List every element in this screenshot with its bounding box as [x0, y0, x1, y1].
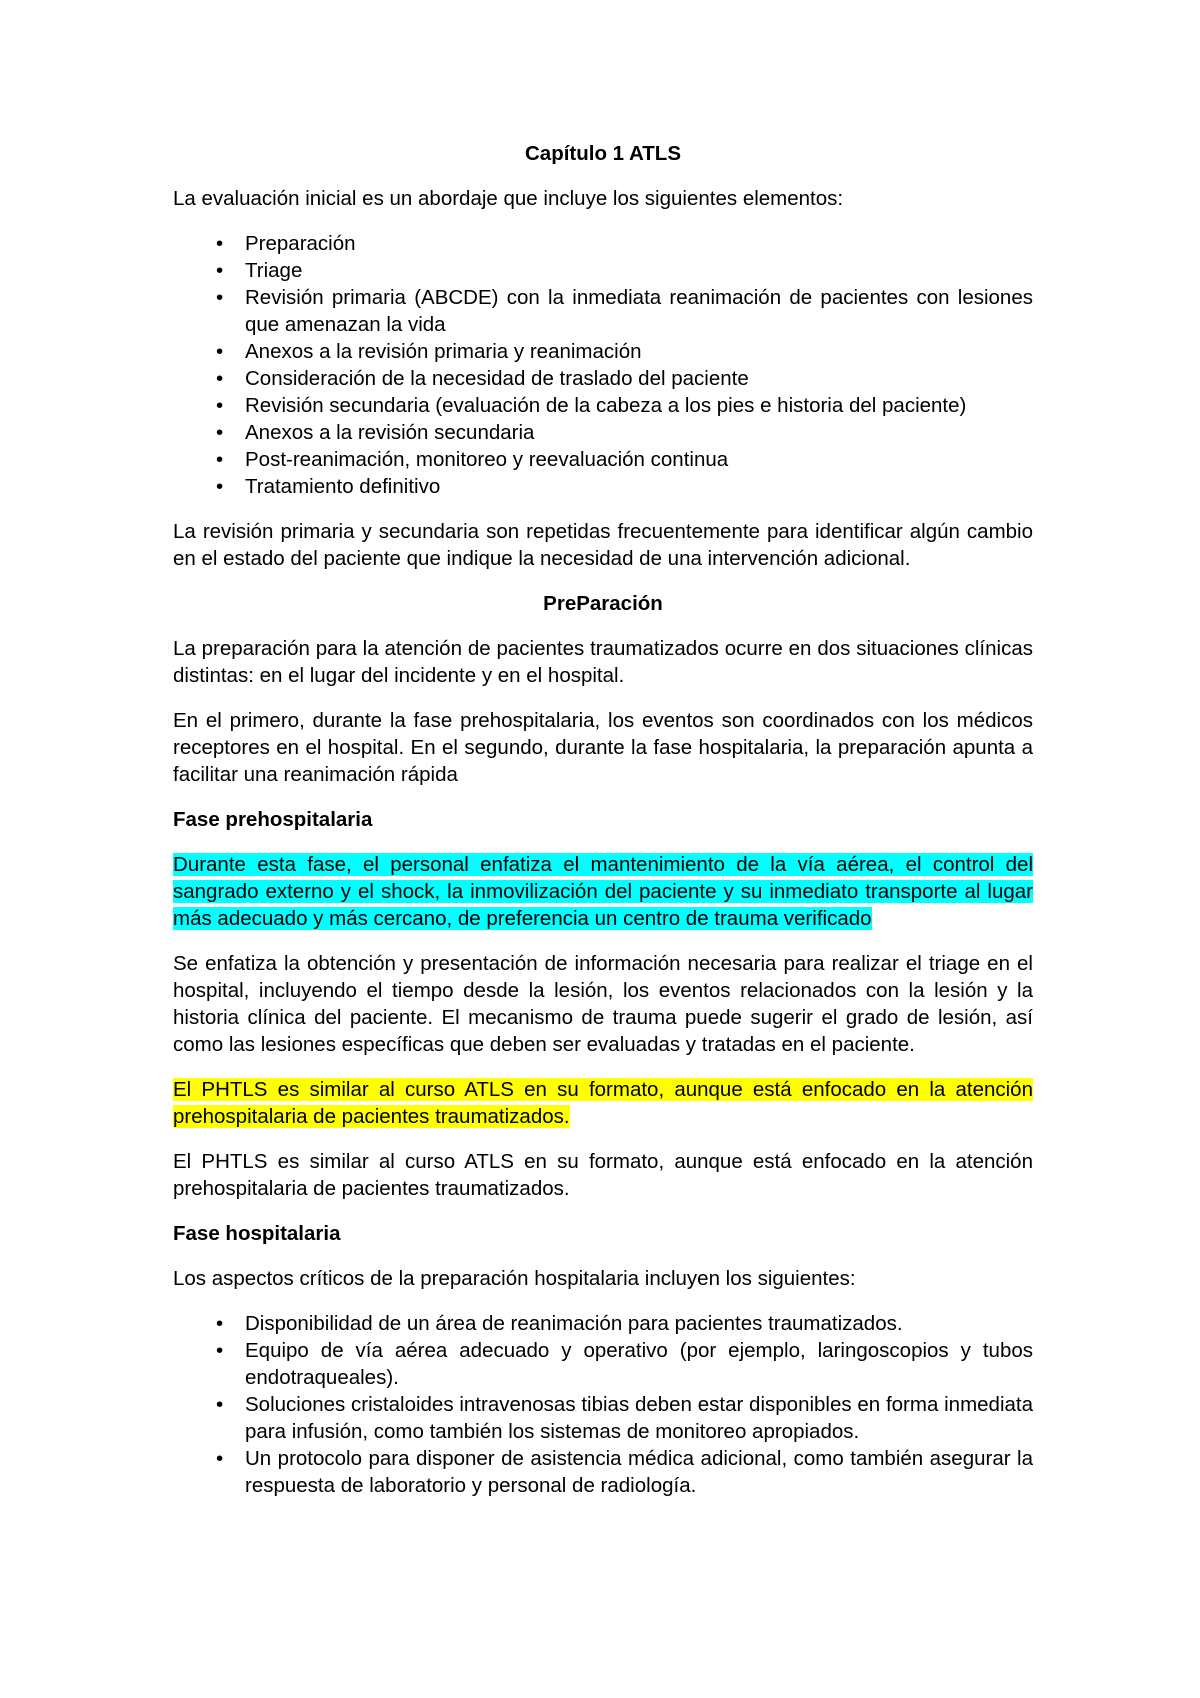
review-paragraph: La revisión primaria y secundaria son repetidas frecuentemente para identificar algún cambio en el estado del paciente que indique la necesidad de una intervención adicional.: [173, 520, 1033, 570]
list-item: [173, 338, 1033, 365]
list-item-text: Soluciones cristaloides intravenosas tibias deben estar disponibles en forma inmediata para infusión, como también los sistemas de monitoreo apropiados.: [245, 1393, 1033, 1443]
list-item-text: Consideración de la necesidad de traslado del paciente: [245, 367, 749, 390]
bullet-icon: •: [216, 448, 224, 471]
list-item-text: Revisión primaria (ABCDE) con la inmediata reanimación de pacientes con lesiones que amenazan la vida: [245, 286, 1033, 336]
bullet-icon: •: [216, 421, 224, 444]
prehospital-highlight-cyan-paragraph: [173, 851, 1033, 932]
bullet-icon: •: [216, 1312, 224, 1335]
list-item-text: Revisión secundaria (evaluación de la cabeza a los pies e historia del paciente): [245, 394, 967, 417]
prehospital-paragraph-2: El PHTLS es similar al curso ATLS en su formato, aunque está enfocado en la atención prehospitalaria de pacientes traumatizados.: [173, 1150, 1033, 1200]
prehospital-heading: Fase prehospitalaria: [173, 808, 373, 831]
bullet-icon: •: [216, 394, 224, 417]
hospital-aspects-list: [173, 1310, 1033, 1499]
yellow-highlighted-text: El PHTLS es similar al curso ATLS en su formato, aunque está enfocado en la atención prehospitalaria de pacientes traumatizados.: [173, 1078, 1033, 1128]
list-item: [173, 1391, 1033, 1445]
list-item: [173, 1337, 1033, 1391]
list-item: [173, 419, 1033, 446]
list-item-text: Tratamiento definitivo: [245, 475, 441, 498]
cyan-highlighted-text: Durante esta fase, el personal enfatiza el mantenimiento de la vía aérea, el control del sangrado externo y el shock, la inmovilización del paciente y su inmediato transporte al lugar más adecuado y más cercano, de preferencia un centro de trauma verificado: [173, 853, 1033, 930]
list-item-text: Triage: [245, 259, 303, 282]
list-item: [173, 284, 1033, 338]
list-item-text: Preparación: [245, 232, 356, 255]
bullet-icon: •: [216, 232, 224, 255]
list-item-text: Anexos a la revisión primaria y reanimación: [245, 340, 642, 363]
list-item-text: Un protocolo para disponer de asistencia médica adicional, como también asegurar la respuesta de laboratorio y personal de radiología.: [245, 1447, 1033, 1497]
list-item-text: Equipo de vía aérea adecuado y operativo (por ejemplo, laringoscopios y tubos endotraqueales).: [245, 1339, 1033, 1389]
bullet-icon: •: [216, 475, 224, 498]
list-item: [173, 230, 1033, 257]
list-item-text: Post-reanimación, monitoreo y reevaluación continua: [245, 448, 729, 471]
evaluation-elements-list: [173, 230, 1033, 500]
bullet-icon: •: [216, 1393, 224, 1416]
list-item: [173, 365, 1033, 392]
hospital-intro-paragraph: Los aspectos críticos de la preparación hospitalaria incluyen los siguientes:: [173, 1267, 856, 1290]
preparation-heading: PreParación: [543, 592, 663, 615]
list-item: [173, 473, 1033, 500]
list-item: [173, 257, 1033, 284]
list-item: [173, 1310, 1033, 1337]
list-item: [173, 392, 1033, 419]
prehospital-highlight-yellow-paragraph: [173, 1076, 1033, 1130]
list-item-text: Anexos a la revisión secundaria: [245, 421, 535, 444]
bullet-icon: •: [216, 367, 224, 390]
intro-paragraph: La evaluación inicial es un abordaje que incluye los siguientes elementos:: [173, 187, 844, 210]
document-body: [173, 140, 1033, 1517]
bullet-icon: •: [216, 1447, 224, 1470]
bullet-icon: •: [216, 286, 224, 309]
hospital-heading: Fase hospitalaria: [173, 1222, 341, 1245]
bullet-icon: •: [216, 259, 224, 282]
bullet-icon: •: [216, 340, 224, 363]
prehospital-paragraph-1: Se enfatiza la obtención y presentación de información necesaria para realizar el triage en el hospital, incluyendo el tiempo desde la lesión, los eventos relacionados con la lesión y la historia clínica del paciente. El mecanismo de trauma puede sugerir el grado de lesión, así como las lesiones específicas que deben ser evaluadas y tratadas en el paciente.: [173, 952, 1033, 1056]
bullet-icon: •: [216, 1339, 224, 1362]
preparation-paragraph-1: La preparación para la atención de pacientes traumatizados ocurre en dos situaciones clínicas distintas: en el lugar del incidente y en el hospital.: [173, 637, 1033, 687]
list-item: [173, 446, 1033, 473]
preparation-paragraph-2: En el primero, durante la fase prehospitalaria, los eventos son coordinados con los médicos receptores en el hospital. En el segundo, durante la fase hospitalaria, la preparación apunta a facilitar una reanimación rápida: [173, 709, 1033, 786]
document-title: Capítulo 1 ATLS: [524, 142, 682, 165]
list-item-text: Disponibilidad de un área de reanimación para pacientes traumatizados.: [245, 1312, 903, 1335]
list-item: [173, 1445, 1033, 1499]
